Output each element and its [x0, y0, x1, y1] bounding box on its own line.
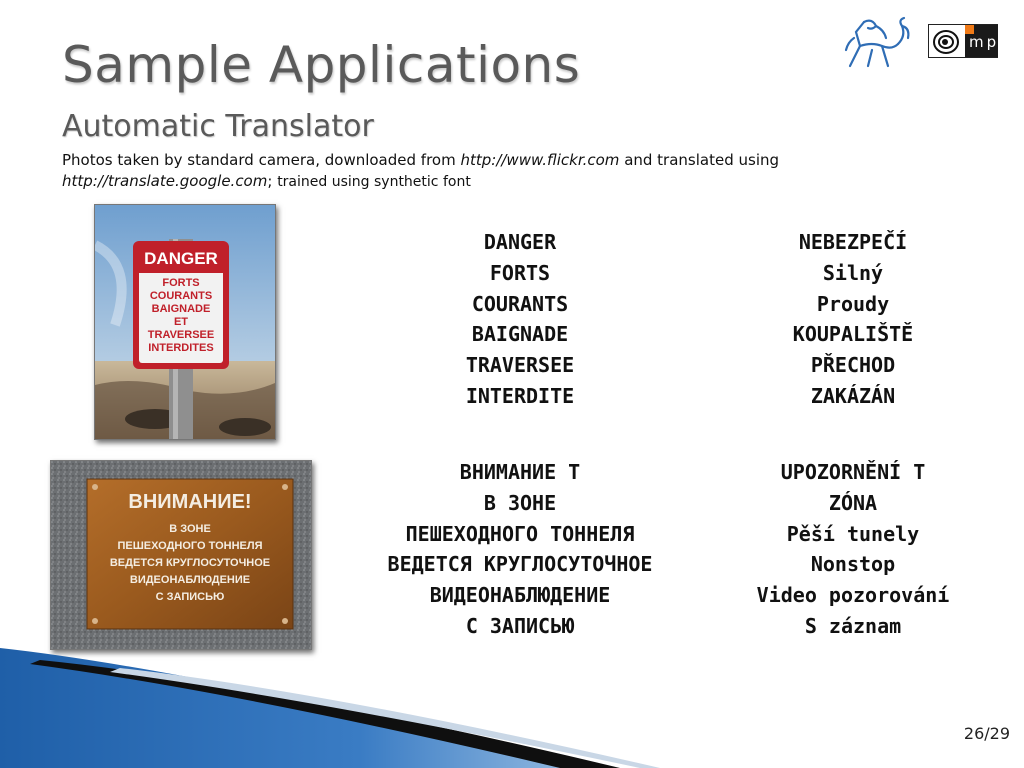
caption-prefix: Photos taken by standard camera, downloaded from	[62, 151, 461, 169]
recognized-text-column-1	[400, 227, 640, 412]
sign-line: FORTS	[162, 277, 200, 289]
translated-line: PŘECHOD	[810, 353, 896, 378]
vnimanie-sign-photo	[50, 460, 312, 650]
slide-title: Sample Applications	[62, 36, 581, 94]
recognized-line: DANGER	[483, 230, 557, 254]
flickr-link[interactable]: http://www.flickr.com	[460, 151, 620, 169]
sign-line: В ЗОНЕ	[169, 523, 211, 535]
translated-line: Silný	[822, 260, 884, 285]
sign-line: TRAVERSEE	[147, 329, 215, 341]
recognized-line: TRAVERSEE	[465, 353, 575, 378]
sign-line: ВЕДЕТСЯ КРУГЛОСУТОЧНОЕ	[109, 557, 271, 569]
caption-middle: and translated using	[619, 151, 780, 169]
cmp-logo-text: mp	[969, 33, 1000, 51]
vnimanie-sign-lines	[87, 521, 293, 606]
recognized-line: ВЕДЕТСЯ КРУГЛОСУТОЧНОЕ	[387, 552, 653, 577]
translated-line: Proudy	[816, 291, 890, 316]
recognized-line: ВНИМАНИЕ Т	[459, 460, 581, 484]
sign-line: С ЗАПИСЬЮ	[155, 591, 225, 603]
translated-line: ZÓNA	[828, 490, 878, 515]
recognized-line: BAIGNADE	[471, 322, 569, 347]
sign-line: INTERDITES	[148, 342, 214, 354]
caption-suffix: trained using synthetic font	[277, 174, 471, 190]
recognized-line: INTERDITE	[465, 383, 575, 408]
recognized-line: С ЗАПИСЬЮ	[465, 613, 575, 638]
translated-text-column-1	[720, 227, 986, 412]
sign-line: BAIGNADE	[151, 303, 211, 315]
caption-separator: ;	[267, 172, 278, 190]
translated-line: KOUPALIŠTĚ	[792, 322, 914, 347]
translated-line: S záznam	[804, 613, 902, 638]
recognized-line: COURANTS	[471, 291, 569, 316]
translated-line: ZAKÁZÁN	[810, 383, 896, 408]
slide-subtitle: Automatic Translator	[62, 109, 374, 144]
recognized-line: В ЗОНЕ	[483, 490, 557, 515]
danger-sign-lines	[139, 277, 223, 355]
recognized-line: ПЕШЕХОДНОГО ТОННЕЛЯ	[405, 521, 635, 546]
translated-text-column-2	[720, 457, 986, 642]
ctu-lion-logo	[842, 16, 914, 70]
slide-caption	[62, 150, 922, 193]
danger-sign-text: DANGER	[144, 249, 218, 268]
translated-line: Video pozorování	[756, 583, 950, 608]
translated-line: Nonstop	[810, 552, 896, 577]
recognized-text-column-2	[340, 457, 700, 642]
google-translate-link[interactable]: http://translate.google.com	[62, 172, 268, 190]
danger-sign-photo	[94, 204, 276, 440]
page-number: 26/29	[963, 724, 1010, 743]
recognized-line: FORTS	[489, 260, 551, 285]
sign-line: ET	[173, 316, 189, 328]
recognized-line: ВИДЕОНАБЛЮДЕНИЕ	[429, 583, 611, 608]
translated-line: NEBEZPEČÍ	[798, 230, 908, 254]
sign-line: ВИДЕОНАБЛЮДЕНИЕ	[129, 574, 251, 586]
decorative-swoosh	[0, 630, 1024, 768]
eye-icon	[933, 29, 959, 55]
sign-line: ПЕШЕХОДНОГО ТОННЕЛЯ	[117, 540, 263, 552]
vnimanie-sign-title: ВНИМАНИЕ!	[128, 491, 252, 513]
translated-line: Pěší tunely	[786, 521, 920, 546]
sign-line: COURANTS	[149, 290, 213, 302]
translated-line: UPOZORNĚNÍ T	[780, 460, 926, 484]
cmp-logo	[928, 24, 998, 58]
